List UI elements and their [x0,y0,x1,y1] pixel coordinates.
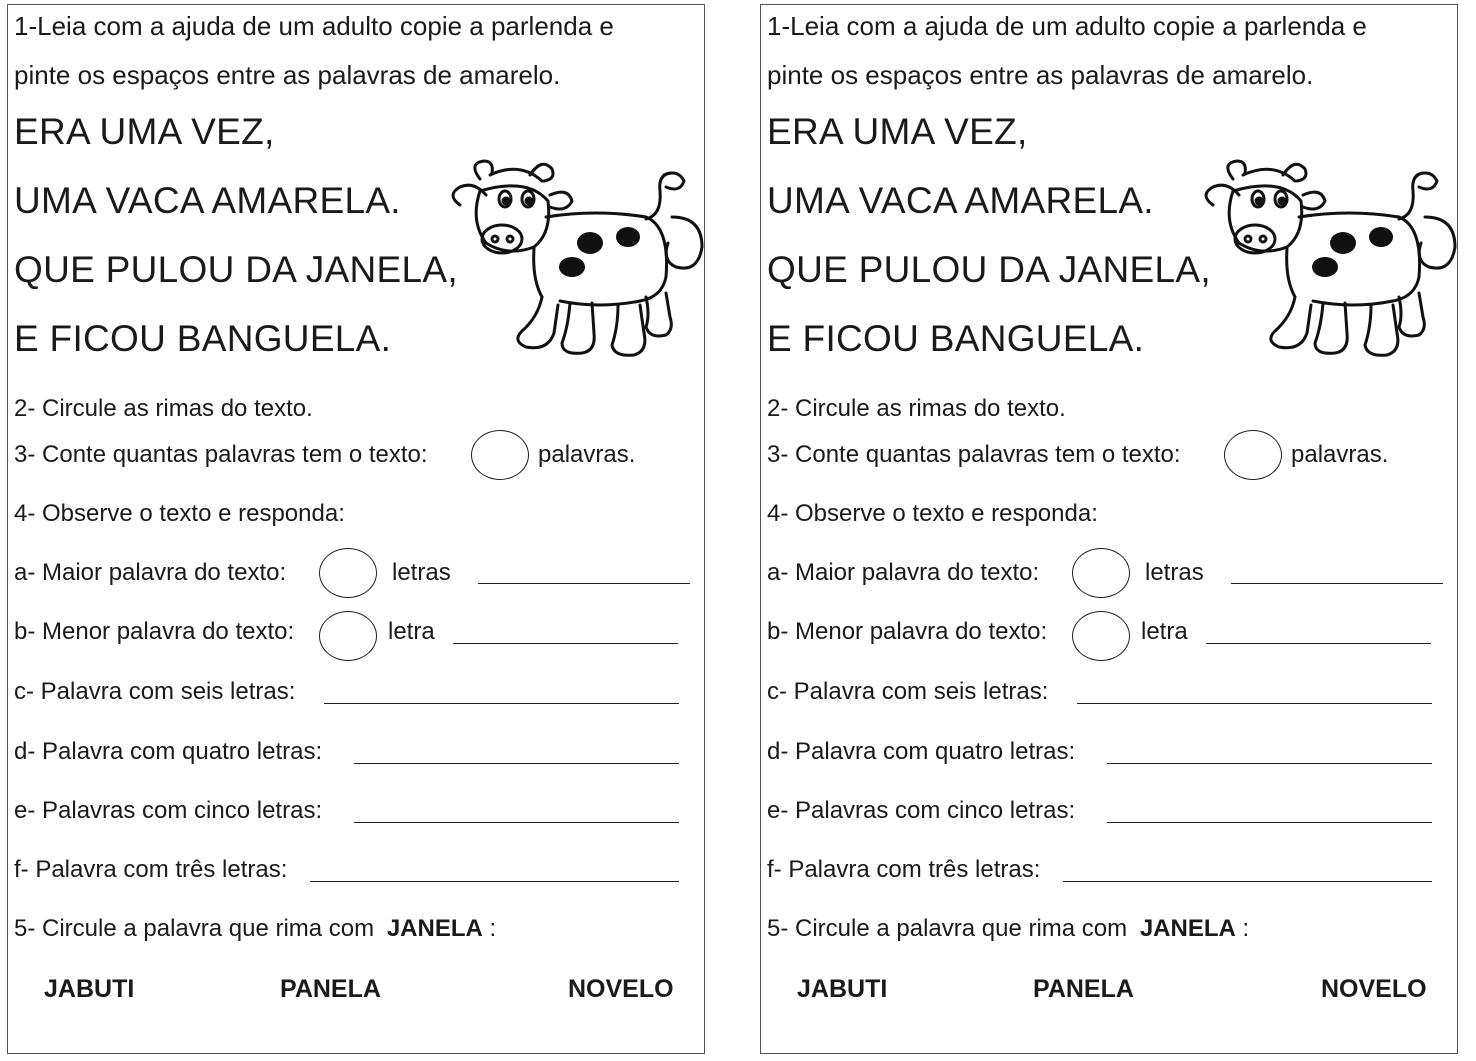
answer-line[interactable] [354,822,679,823]
question-5-colon: : [489,915,497,942]
poem-line-3: QUE PULOU DA JANELA, [14,249,458,290]
question-5-label: 5- Circule a palavra que rima com [14,915,375,942]
question-3-label: 3- Conte quantas palavras tem o texto: [14,441,428,468]
question-4d: d- Palavra com quatro letras: [14,738,323,765]
answer-line[interactable] [1077,703,1432,704]
question-3-suffix: palavras. [538,441,636,468]
question-4e: e- Palavras com cinco letras: [14,797,323,824]
question-4f: f- Palavra com três letras: [14,856,288,883]
answer-line[interactable] [310,881,679,882]
answer-circle[interactable] [1072,548,1130,598]
poem-line-4: E FICOU BANGUELA. [14,318,392,359]
option-jabuti[interactable]: JABUTI [797,975,888,1003]
option-panela[interactable]: PANELA [280,975,381,1003]
answer-line[interactable] [1206,643,1431,644]
question-3-suffix: palavras. [1291,441,1389,468]
answer-line[interactable] [1107,763,1432,764]
option-novelo[interactable]: NOVELO [1321,975,1427,1003]
answer-circle[interactable] [1072,611,1130,661]
poem-line-4: E FICOU BANGUELA. [767,318,1145,359]
question-4b-suffix: letra [1141,618,1188,645]
instruction-line-1: 1-Leia com a ajuda de um adulto copie a parlenda e [14,11,614,41]
answer-line[interactable] [453,643,678,644]
answer-line[interactable] [1231,583,1443,584]
cow-illustration [450,157,708,367]
question-5 [767,915,1249,943]
poem-line-2: UMA VACA AMARELA. [767,180,1154,221]
question-4a-suffix: letras [1145,559,1204,586]
answer-line[interactable] [354,763,679,764]
poem-line-1: ERA UMA VEZ, [767,111,1028,152]
question-4c: c- Palavra com seis letras: [14,678,296,705]
answer-circle[interactable] [1224,430,1282,480]
answer-line[interactable] [478,583,690,584]
question-4d: d- Palavra com quatro letras: [767,738,1076,765]
question-4: 4- Observe o texto e responda: [14,500,345,527]
question-4b-label: b- Menor palavra do texto: [767,618,1048,645]
question-5-colon: : [1242,915,1250,942]
answer-circle[interactable] [471,430,529,480]
question-4e: e- Palavras com cinco letras: [767,797,1076,824]
question-4c: c- Palavra com seis letras: [767,678,1049,705]
question-4f: f- Palavra com três letras: [767,856,1041,883]
answer-line[interactable] [1063,881,1432,882]
question-5-label: 5- Circule a palavra que rima com [767,915,1128,942]
instruction-line-2: pinte os espaços entre as palavras de amarelo. [14,60,561,90]
poem-line-3: QUE PULOU DA JANELA, [767,249,1211,290]
instruction-line-1: 1-Leia com a ajuda de um adulto copie a parlenda e [767,11,1367,41]
question-5-word: JANELA [1139,915,1236,942]
question-4: 4- Observe o texto e responda: [767,500,1098,527]
question-5-word: JANELA [386,915,483,942]
question-4b-suffix: letra [388,618,435,645]
poem-line-1: ERA UMA VEZ, [14,111,275,152]
option-novelo[interactable]: NOVELO [568,975,674,1003]
cow-illustration [1203,157,1461,367]
answer-line[interactable] [1107,822,1432,823]
question-2: 2- Circule as rimas do texto. [767,395,1066,422]
question-3-label: 3- Conte quantas palavras tem o texto: [767,441,1181,468]
question-4a-suffix: letras [392,559,451,586]
option-jabuti[interactable]: JABUTI [44,975,135,1003]
question-4a-label: a- Maior palavra do texto: [14,559,287,586]
question-2: 2- Circule as rimas do texto. [14,395,313,422]
question-5 [14,915,496,943]
answer-line[interactable] [324,703,679,704]
poem-line-2: UMA VACA AMARELA. [14,180,401,221]
worksheet-right [760,4,1458,1054]
option-panela[interactable]: PANELA [1033,975,1134,1003]
instruction-line-2: pinte os espaços entre as palavras de amarelo. [767,60,1314,90]
worksheet-left [7,4,705,1054]
question-4a-label: a- Maior palavra do texto: [767,559,1040,586]
answer-circle[interactable] [319,548,377,598]
question-4b-label: b- Menor palavra do texto: [14,618,295,645]
answer-circle[interactable] [319,611,377,661]
